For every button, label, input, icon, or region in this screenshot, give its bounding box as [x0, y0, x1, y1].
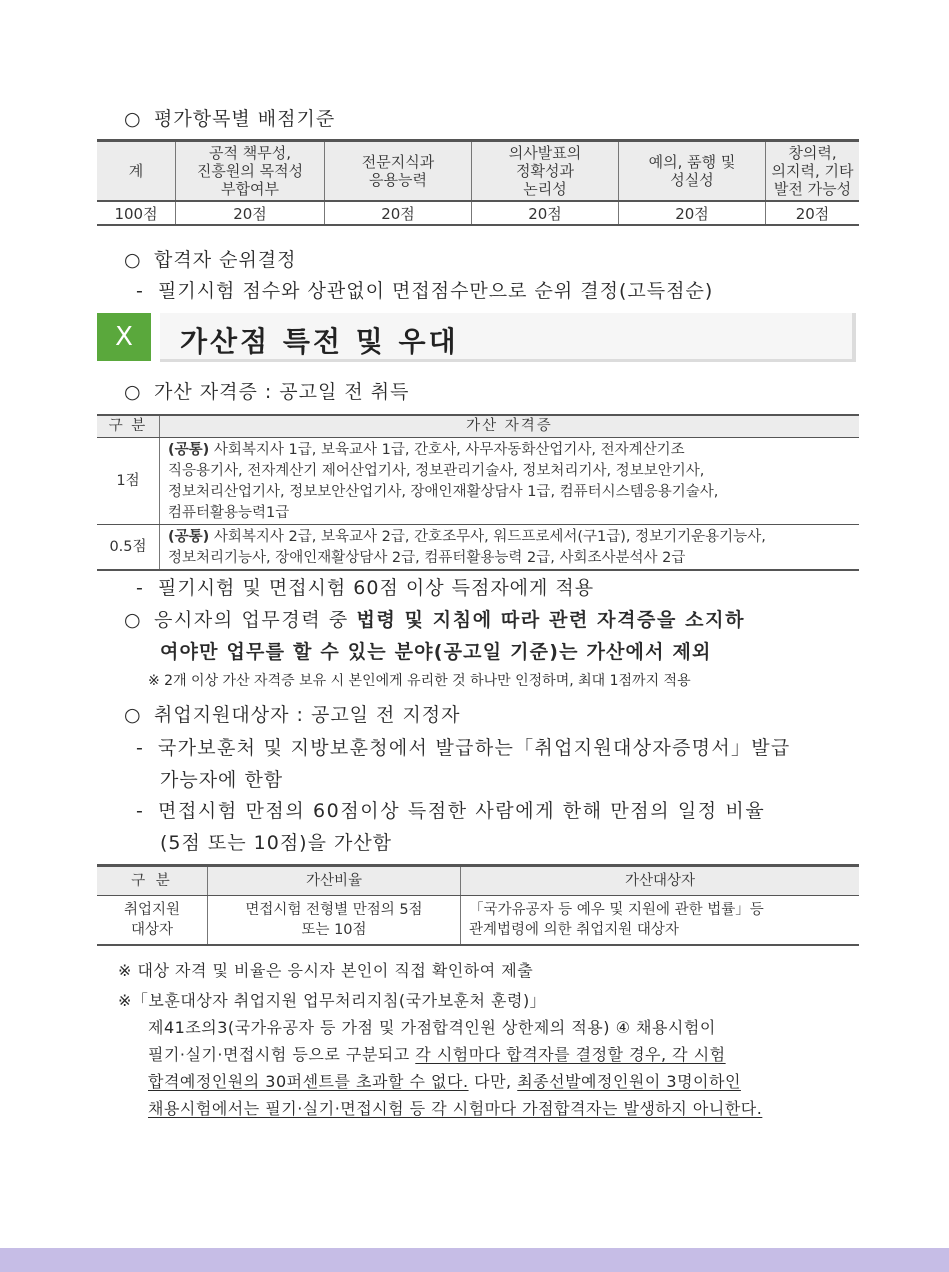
table-row: [97, 525, 859, 571]
employ-line-1: - 국가보훈처 및 지방보훈청에서 발급하는「취업지원대상자증명서」발급: [136, 737, 791, 759]
eval-value-total: 100점: [97, 201, 176, 225]
rank-heading: ○ 합격자 순위결정: [124, 249, 297, 271]
rule-line-4: 채용시험에서는 필기·실기·면접시험 등 각 시험마다 가점합격자는 발생하지 아니한다.: [148, 1099, 763, 1118]
note-1: ※ 대상 자격 및 비율은 응시자 본인이 직접 확인하여 제출: [118, 961, 534, 980]
exclusion-line-1: ○ 응시자의 업무경력 중 법령 및 지침에 따라 관련 자격증을 소지하: [124, 609, 746, 631]
note-2: ※「보훈대상자 취업지원 업무처리지침(국가보훈처 훈령)」: [118, 991, 547, 1010]
employ-col-target: 가산대상자: [461, 866, 860, 896]
eval-header-4: 예의, 품행 및 성실성: [619, 141, 766, 202]
section-number-badge: X: [97, 313, 151, 361]
cert-list: (공통) 사회복지사 2급, 보육교사 2급, 간호조무사, 워드프로세서(구1급), 정보기기운용기능사, 정보처리기능사, 장애인재활상담사 2급, 컴퓨터활용능력 2급, 사회조사분석사 2급: [160, 525, 860, 571]
eval-value-5: 20점: [766, 201, 860, 225]
employ-category-cell: 취업지원 대상자: [97, 896, 208, 946]
eval-value-1: 20점: [176, 201, 325, 225]
cert-table: [97, 414, 859, 571]
eval-value-3: 20점: [472, 201, 619, 225]
employ-line-3: - 면접시험 만점의 60점이상 득점한 사람에게 한해 만점의 일정 비율: [136, 800, 766, 822]
employ-line-4: (5점 또는 10점)을 가산함: [160, 832, 393, 854]
dash-bullet-icon: -: [136, 800, 145, 822]
cert-col-category: 구 분: [97, 415, 160, 438]
cert-note: ※ 2개 이상 가산 자격증 보유 시 본인에게 유리한 것 하나만 인정하며, 최대 1점까지 적용: [148, 673, 691, 689]
eval-header-5: 창의력, 의지력, 기타 발전 가능성: [766, 141, 860, 202]
rule-line-2: 필기·실기·면접시험 등으로 구분되고 각 시험마다 합격자를 결정할 경우, 각 시험: [148, 1045, 726, 1064]
dash-bullet-icon: -: [136, 280, 144, 302]
cert-heading: ○ 가산 자격증 : 공고일 전 취득: [124, 381, 410, 403]
employ-target-cell: 「국가유공자 등 예우 및 지원에 관한 법률」등 관계법령에 의한 취업지원 대상자: [461, 896, 860, 946]
exclusion-line-2: 여야만 업무를 할 수 있는 분야(공고일 기준)는 가산에서 제외: [160, 641, 712, 663]
circle-bullet-icon: ○: [124, 381, 142, 403]
rule-line-1: 제41조의3(국가유공자 등 가점 및 가점합격인원 상한제의 적용) ④ 채용시험이: [148, 1018, 716, 1037]
eval-header-1: 공적 책무성, 진흥원의 목적성 부합여부: [176, 141, 325, 202]
rank-line: - 필기시험 점수와 상관없이 면접점수만으로 순위 결정(고득점순): [136, 280, 714, 302]
employ-line-2: 가능자에 한함: [160, 769, 284, 791]
table-row: [97, 438, 859, 525]
cert-grade: 0.5점: [97, 525, 160, 571]
eval-score-table: [97, 139, 859, 226]
employ-support-table: [97, 864, 859, 946]
rule-line-3: 합격예정인원의 30퍼센트를 초과할 수 없다. 다만, 최종선발예정인원이 3명이하인: [148, 1072, 741, 1091]
dash-bullet-icon: -: [136, 737, 145, 759]
circle-bullet-icon: ○: [124, 609, 143, 631]
eval-value-2: 20점: [325, 201, 472, 225]
cert-grade: 1점: [97, 438, 160, 525]
cert-list: (공통) 사회복지사 1급, 보육교사 1급, 간호사, 사무자동화산업기사, 전자계산기조 직응용기사, 전자계산기 제어산업기사, 정보관리기술사, 정보처리기사, 정보보안기사, 정보처리산업기사, 정보보안산업기사, 장애인재활상담사 1급, 컴퓨터시스템응용기술사, 컴퓨터활용능력1급: [160, 438, 860, 525]
eval-header-total: 계: [97, 141, 176, 202]
table-row: [97, 896, 859, 946]
eval-heading: ○ 평가항목별 배점기준: [124, 108, 336, 130]
section-title: 가산점 특전 및 우대: [180, 325, 459, 358]
eval-header-3: 의사발표의 정확성과 논리성: [472, 141, 619, 202]
eval-value-4: 20점: [619, 201, 766, 225]
bottom-band: [0, 1248, 949, 1272]
employ-col-category: 구 분: [97, 866, 208, 896]
circle-bullet-icon: ○: [124, 108, 142, 130]
cert-col-certs: 가산 자격증: [160, 415, 860, 438]
circle-bullet-icon: ○: [124, 249, 142, 271]
dash-bullet-icon: -: [136, 577, 144, 599]
eval-header-2: 전문지식과 응용능력: [325, 141, 472, 202]
employ-heading: ○ 취업지원대상자 : 공고일 전 지정자: [124, 704, 461, 726]
employ-col-ratio: 가산비율: [208, 866, 461, 896]
employ-ratio-cell: 면접시험 전형별 만점의 5점 또는 10점: [208, 896, 461, 946]
circle-bullet-icon: ○: [124, 704, 142, 726]
cert-apply-line: - 필기시험 및 면접시험 60점 이상 득점자에게 적용: [136, 577, 595, 599]
